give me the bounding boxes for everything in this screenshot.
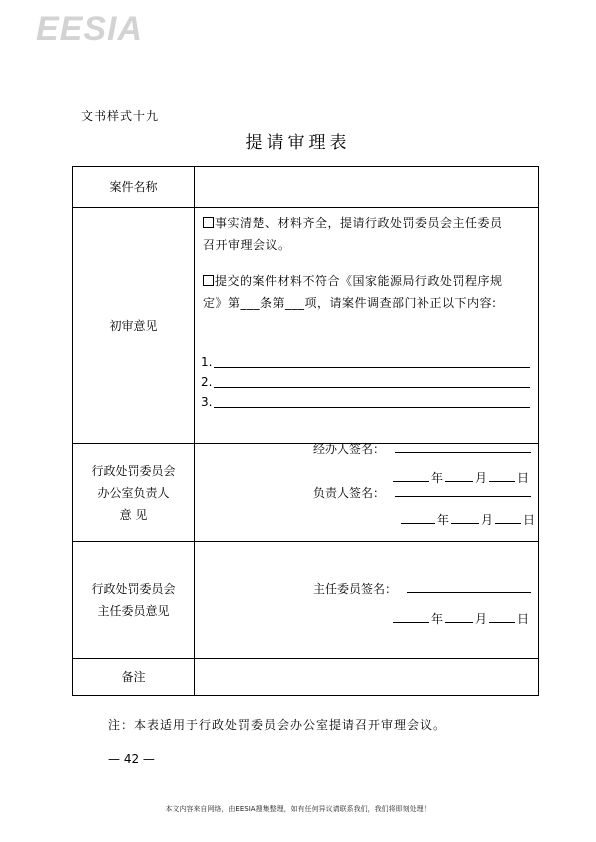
footnote: 注：本表适用于行政处罚委员会办公室提请召开审理会议。	[108, 718, 447, 732]
director-month-line[interactable]	[445, 622, 473, 623]
office-opinion-cell	[195, 444, 539, 542]
office-day-line[interactable]	[495, 523, 521, 524]
office-year-line[interactable]	[401, 523, 435, 524]
office-opinion-label-2: 办公室负责人	[97, 485, 170, 500]
item-line-3[interactable]	[214, 407, 530, 408]
option-supplement	[203, 270, 530, 314]
handler-signature-label: 经办人签名：	[313, 442, 386, 456]
director-day-label: 日	[517, 612, 530, 626]
office-year-label: 年	[437, 513, 450, 527]
director-opinion-label	[73, 542, 195, 659]
checkbox-supplement[interactable]	[203, 275, 214, 286]
office-signature-line[interactable]	[395, 496, 531, 497]
page-number: — 42 —	[108, 752, 155, 766]
option-complete	[203, 212, 530, 256]
remarks-field[interactable]	[195, 659, 539, 696]
item-number-1: 1.	[201, 355, 213, 369]
director-month-label: 月	[475, 612, 488, 626]
remarks-row	[73, 659, 539, 696]
initial-review-cell	[195, 208, 539, 485]
review-request-form	[72, 166, 539, 696]
director-signature-label: 主任委员签名：	[313, 582, 398, 596]
case-name-row	[73, 167, 539, 208]
review-day-label: 日	[517, 471, 530, 485]
director-opinion-row	[73, 542, 539, 659]
item-line-2[interactable]	[214, 387, 530, 388]
option-complete-text-2: 召开审理会议。	[203, 238, 291, 252]
case-name-field[interactable]	[195, 167, 539, 208]
option-supplement-text-2: 定》第___条第___项，请案件调查部门补正以下内容:	[203, 296, 497, 310]
director-opinion-label-2: 主任委员意见	[97, 604, 170, 618]
office-month-label: 月	[481, 513, 494, 527]
initial-review-label: 初审意见	[73, 208, 195, 444]
director-year-line[interactable]	[393, 622, 429, 623]
checkbox-complete[interactable]	[203, 217, 214, 228]
director-signature-line[interactable]	[407, 592, 531, 593]
director-year-label: 年	[431, 612, 444, 626]
form-title: 提请审理表	[245, 133, 351, 153]
director-day-line[interactable]	[489, 622, 515, 623]
review-year-label: 年	[431, 471, 444, 485]
director-opinion-cell	[195, 542, 539, 659]
office-day-label: 日	[523, 513, 536, 527]
item-number-2: 2.	[201, 375, 213, 389]
option-supplement-text-1: 提交的案件材料不符合《国家能源局行政处罚程序规	[215, 274, 503, 288]
office-month-line[interactable]	[451, 523, 479, 524]
item-number-3: 3.	[201, 395, 213, 409]
case-name-label: 案件名称	[73, 167, 195, 208]
initial-review-row	[73, 208, 539, 444]
option-complete-text-1: 事实清楚、材料齐全，提请行政处罚委员会主任委员	[215, 216, 503, 230]
document-style-label: 文书样式十九	[81, 109, 160, 123]
remarks-label: 备注	[73, 659, 195, 696]
office-opinion-label-1: 行政处罚委员会	[91, 463, 176, 478]
eesia-watermark-logo: EESIA	[36, 10, 144, 48]
office-signature-label: 负责人签名：	[313, 486, 386, 500]
office-opinion-row	[73, 444, 539, 542]
office-opinion-label	[73, 444, 195, 542]
item-line-1[interactable]	[214, 367, 530, 368]
office-opinion-label-3: 意 见	[119, 507, 148, 522]
source-disclaimer: 本文内容来自网络，由EESIA搜集整理，如有任何异议请联系我们，我们将即刻处理！	[165, 805, 431, 813]
review-month-label: 月	[475, 471, 488, 485]
director-opinion-label-1: 行政处罚委员会	[91, 582, 176, 596]
